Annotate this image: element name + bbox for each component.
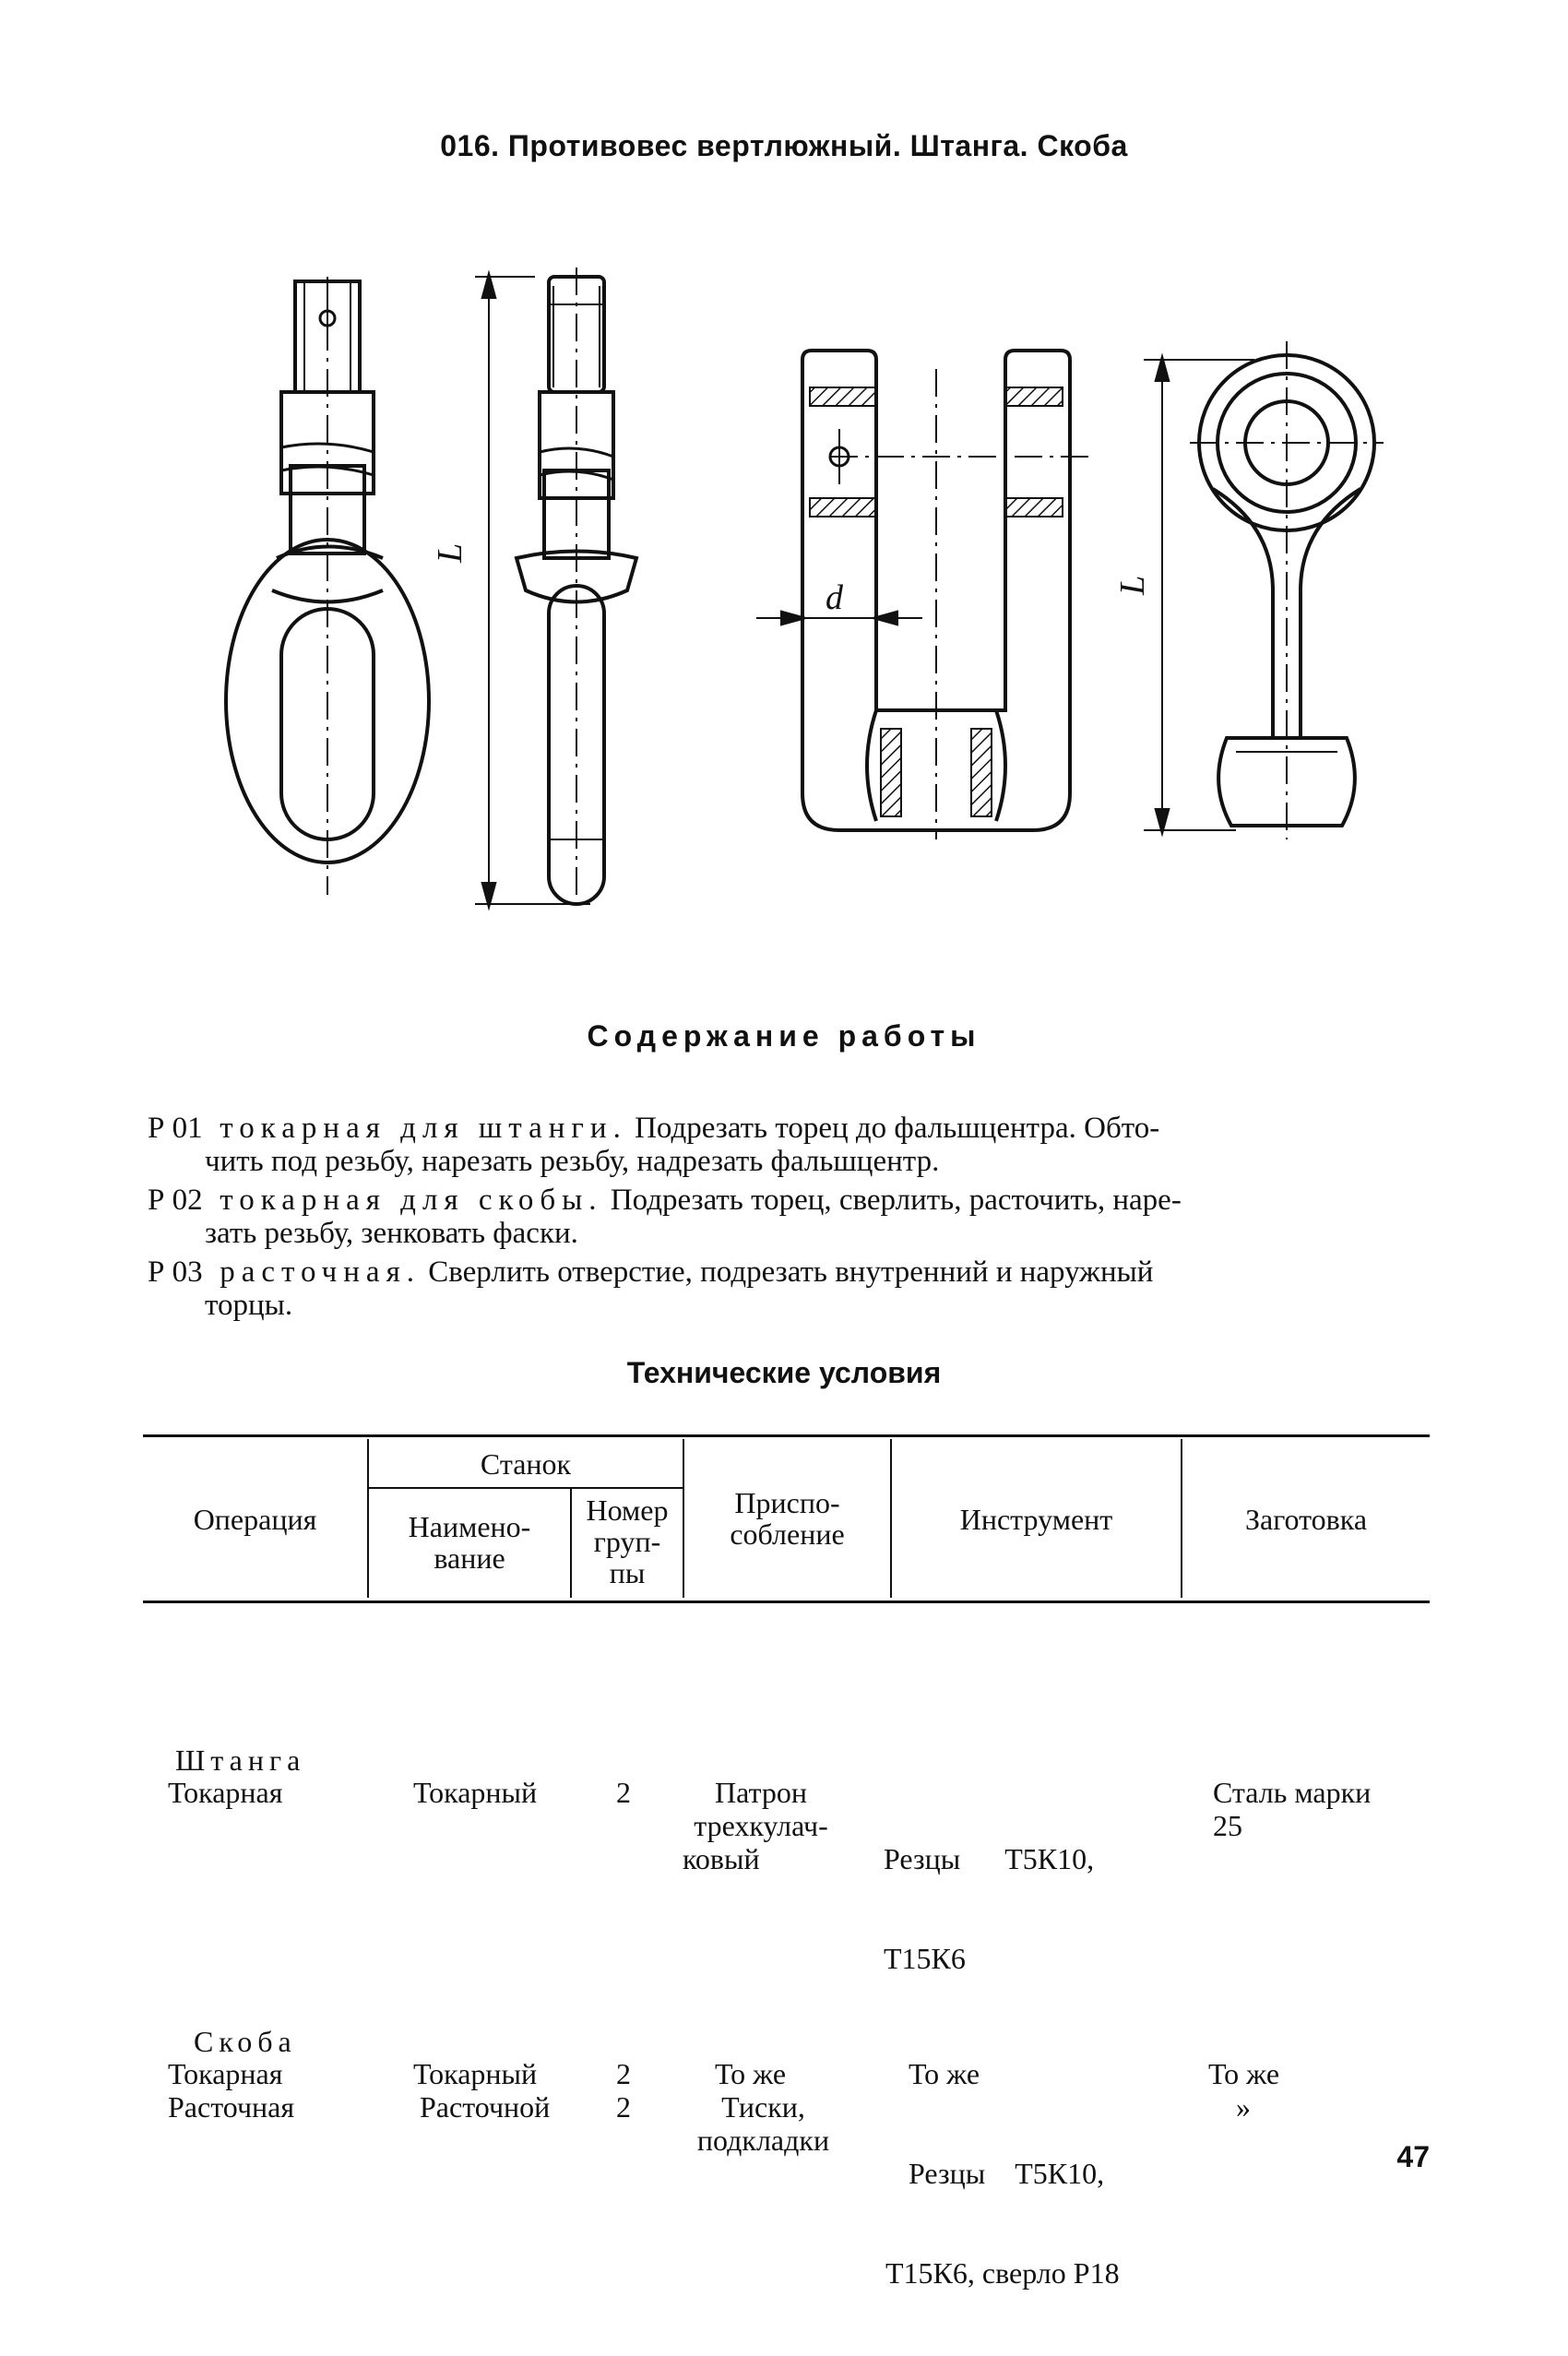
dim-d: d	[826, 578, 843, 617]
page-title: 016. Противовес вертлюжный. Штанга. Скоба	[440, 129, 1128, 162]
header-machine-name: Наимено- вание	[408, 1510, 531, 1575]
dim-L-right: L	[1113, 575, 1152, 595]
rod-side-view	[517, 268, 636, 904]
tech-heading: Технические условия	[626, 1356, 942, 1389]
shackle-side-view	[1190, 341, 1384, 839]
section-name: Штанга	[175, 1743, 306, 1777]
header-operation: Операция	[193, 1503, 317, 1536]
technical-drawing	[0, 249, 1568, 950]
operation-2: Р 02 токарная для скобы. Подрезать торец, сверлить, расточить, наре- зать резьбу, зенковать фаски.	[148, 1184, 1182, 1250]
shackle-section-view	[756, 351, 1088, 839]
rod-front-view	[226, 277, 429, 895]
dim-L-left: L	[431, 542, 469, 563]
operations-list	[148, 1112, 1439, 1327]
operation-3: Р 03 расточная. Сверлить отверстие, подрезать внутренний и наружный торцы.	[148, 1255, 1154, 1322]
header-fixture: Приспо- собление	[730, 1486, 845, 1551]
operation-1: Р 01 токарная для штанги. Подрезать торец до фальшцентра. Обто- чить под резьбу, нарезать резьбу, надрезать фальшцентр.	[148, 1112, 1160, 1178]
header-machine: Станок	[480, 1447, 572, 1481]
page-number: 47	[1396, 2140, 1430, 2173]
header-machine-group: Номер груп- пы	[586, 1493, 669, 1589]
section-name: Скоба	[194, 2025, 297, 2058]
work-heading: Содержание работы	[587, 1019, 981, 1053]
header-blank: Заготовка	[1244, 1503, 1368, 1536]
header-tool: Инструмент	[959, 1503, 1113, 1536]
